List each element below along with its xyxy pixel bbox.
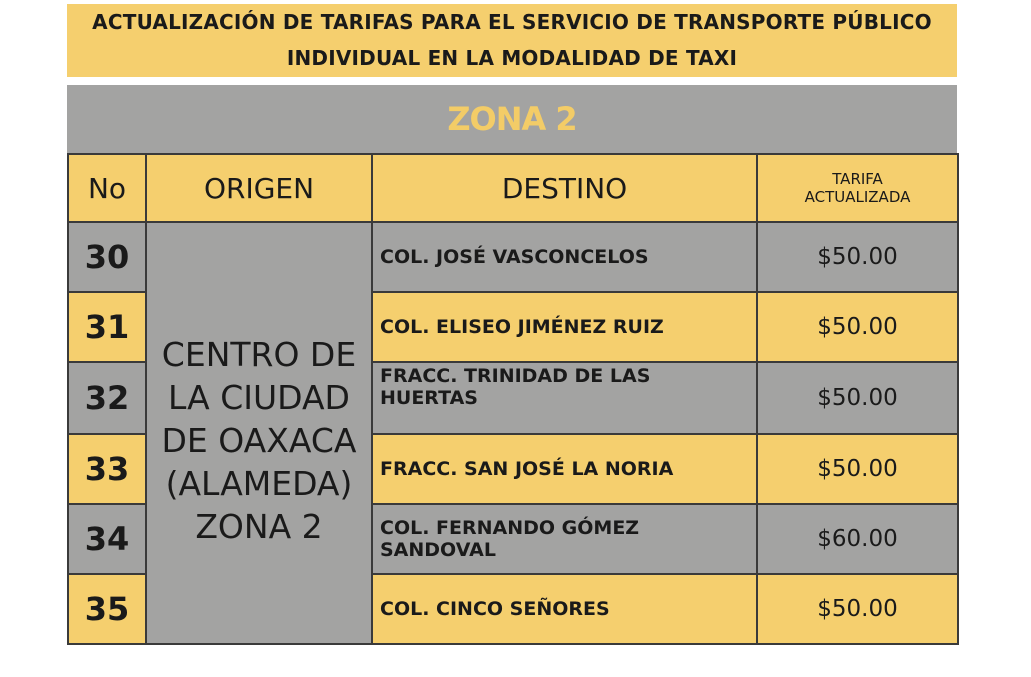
destination-cell	[372, 292, 757, 362]
title-line-2: INDIVIDUAL EN LA MODALIDAD DE TAXI	[286, 46, 738, 70]
fare-table	[67, 153, 959, 645]
row-number: 32	[68, 362, 146, 434]
fare-value: $50.00	[757, 434, 958, 504]
zone-banner: ZONA 2	[67, 85, 957, 153]
table-header-row	[68, 154, 958, 222]
origin-line-3: DE OAXACA	[161, 421, 357, 460]
destination-line-1: COL. FERNANDO GÓMEZ	[380, 517, 640, 539]
origin-line-1: CENTRO DE	[161, 335, 357, 374]
destination-line-1: COL. ELISEO JIMÉNEZ RUIZ	[380, 316, 664, 338]
table-row	[68, 222, 958, 292]
header-tarifa	[757, 154, 958, 222]
destination-line-2: HUERTAS	[380, 387, 478, 409]
destination-line-1: COL. CINCO SEÑORES	[380, 598, 610, 620]
row-number: 31	[68, 292, 146, 362]
fare-value: $50.00	[757, 574, 958, 644]
title-line-1: ACTUALIZACIÓN DE TARIFAS PARA EL SERVICIO DE TRANSPORTE PÚBLICO	[92, 10, 932, 34]
header-no: No	[68, 154, 146, 222]
origin-line-5: ZONA 2	[195, 507, 323, 546]
document-title	[67, 4, 957, 77]
header-tarifa-line2: ACTUALIZADA	[804, 188, 911, 206]
origin-cell	[146, 222, 372, 644]
header-destino: DESTINO	[372, 154, 757, 222]
destination-cell	[372, 574, 757, 644]
fare-value: $50.00	[757, 292, 958, 362]
destination-cell	[372, 434, 757, 504]
row-number: 35	[68, 574, 146, 644]
fare-value: $60.00	[757, 504, 958, 574]
header-tarifa-line1: TARIFA	[832, 170, 883, 188]
origin-line-2: LA CIUDAD	[168, 378, 350, 417]
destination-cell	[372, 222, 757, 292]
fare-value: $50.00	[757, 222, 958, 292]
destination-line-1: COL. JOSÉ VASCONCELOS	[380, 246, 649, 268]
destination-cell	[372, 504, 757, 574]
destination-line-2: SANDOVAL	[380, 539, 496, 561]
row-number: 33	[68, 434, 146, 504]
header-origen: ORIGEN	[146, 154, 372, 222]
fare-value: $50.00	[757, 362, 958, 434]
destination-line-1: FRACC. SAN JOSÉ LA NORIA	[380, 458, 674, 480]
row-number: 30	[68, 222, 146, 292]
origin-line-4: (ALAMEDA)	[165, 464, 353, 503]
destination-cell	[372, 362, 757, 434]
destination-line-1: FRACC. TRINIDAD DE LAS	[380, 365, 651, 387]
row-number: 34	[68, 504, 146, 574]
